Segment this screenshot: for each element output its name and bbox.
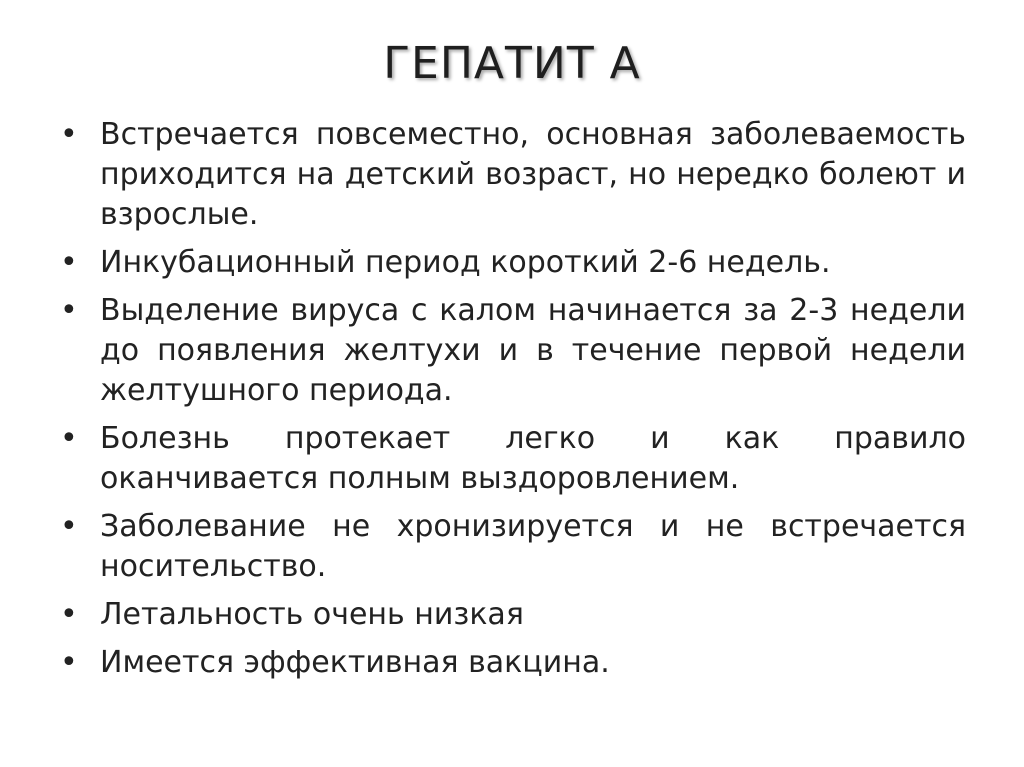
bullet-text: Выделение вируса с калом начинается за 2-3 недели до появления желтухи и в течение первой недели желтушного периода.	[100, 293, 966, 408]
bullet-text: Инкубационный период короткий 2-6 недель.	[100, 245, 831, 280]
bullet-item	[58, 643, 966, 683]
bullet-dot-icon: •	[60, 117, 78, 152]
bullet-text: Летальность очень низкая	[100, 597, 524, 632]
bullet-list	[58, 115, 966, 691]
bullet-item	[58, 115, 966, 235]
bullet-text: Болезнь протекает легко и как правило оканчивается полным выздоровлением.	[100, 421, 966, 496]
bullet-dot-icon: •	[60, 421, 78, 456]
bullet-dot-icon: •	[60, 645, 78, 680]
bullet-text: Имеется эффективная вакцина.	[100, 645, 610, 680]
bullet-item	[58, 419, 966, 499]
bullet-text: Встречается повсеместно, основная заболеваемость приходится на детский возраст, но нередко болеют и взрослые.	[100, 117, 966, 232]
bullet-dot-icon: •	[60, 597, 78, 632]
bullet-item	[58, 507, 966, 587]
bullet-dot-icon: •	[60, 293, 78, 328]
bullet-item	[58, 243, 966, 283]
bullet-item	[58, 291, 966, 411]
bullet-item	[58, 595, 966, 635]
slide-title: ГЕПАТИТ А	[383, 38, 641, 89]
bullet-text: Заболевание не хронизируется и не встречается носительство.	[100, 509, 966, 584]
bullet-dot-icon: •	[60, 245, 78, 280]
bullet-dot-icon: •	[60, 509, 78, 544]
